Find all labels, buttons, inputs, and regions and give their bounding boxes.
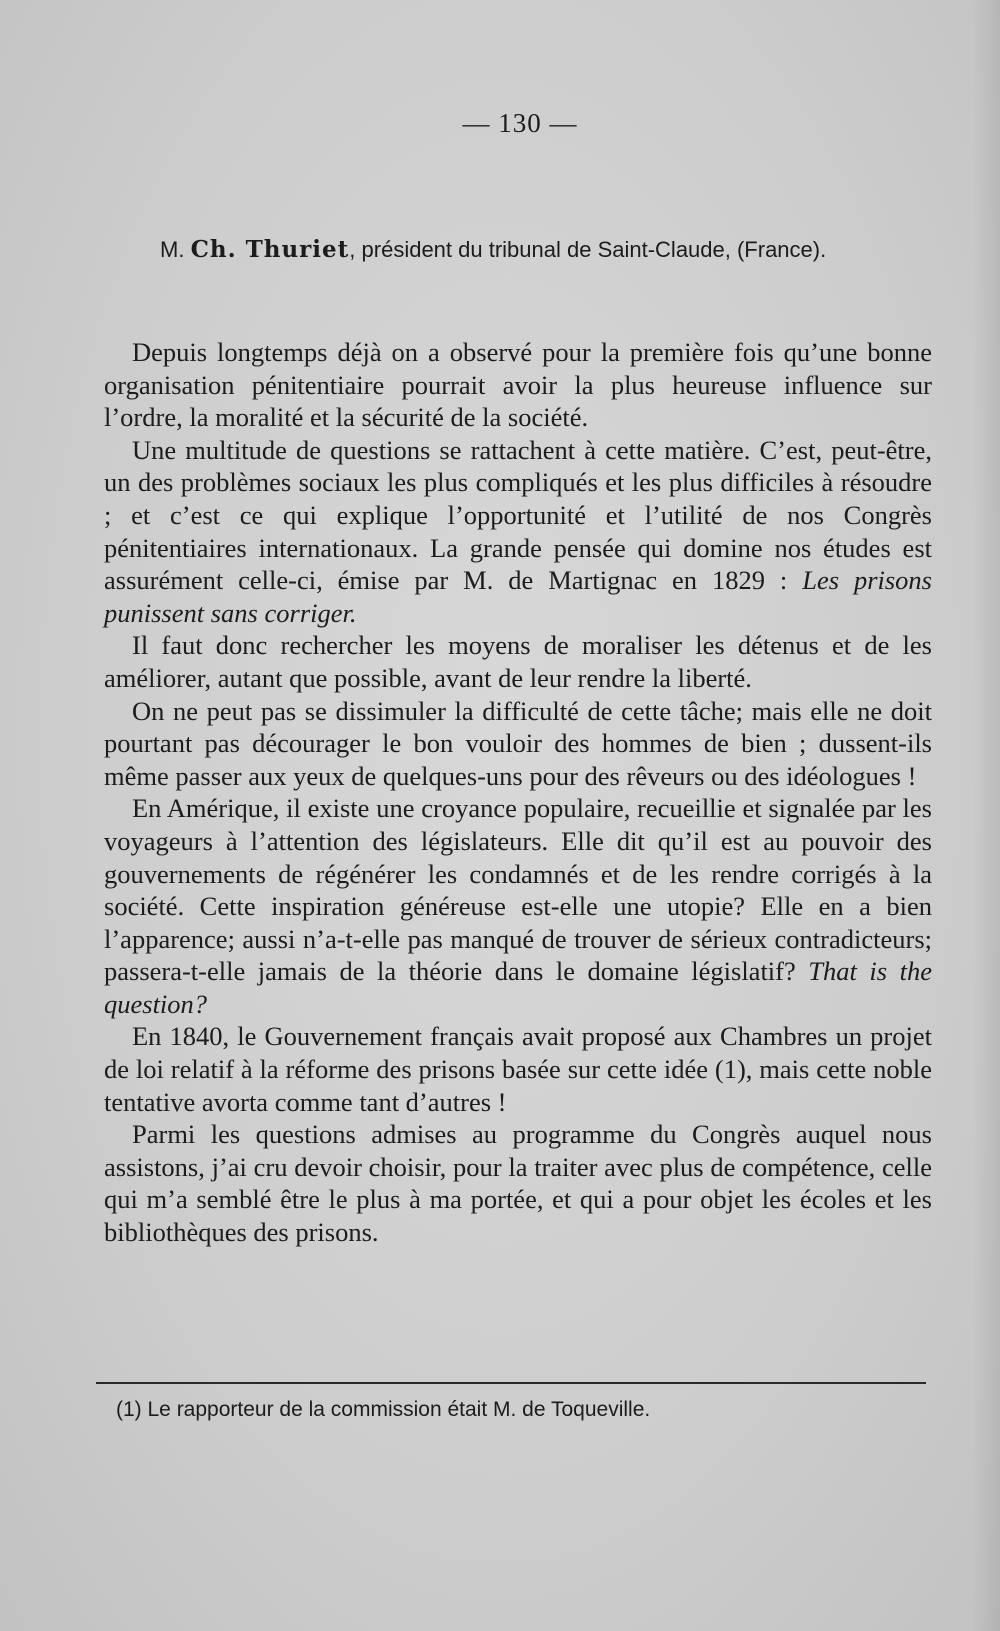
- paragraph-1: Depuis longtemps déjà on a observé pour la première fois qu’une bonne organisation pénitentiaire pourrait avoir la plus heureuse influence sur l’ordre, la moralité et la sécurité de la société.: [104, 337, 932, 433]
- paragraph-6: En 1840, le Gouvernement français avait proposé aux Chambres un projet de loi relatif à la réforme des prisons basée sur cette idée (1), mais cette noble tentative avorta comme tant d’autres !: [104, 1021, 932, 1117]
- page-number: — 130 —: [462, 108, 578, 138]
- footnote-rule: [96, 1382, 926, 1384]
- paragraph-2: [104, 434, 932, 630]
- author-line: [160, 236, 920, 263]
- author-role: , président du tribunal de Saint-Claude, (France).: [349, 237, 827, 262]
- footnote: (1) Le rapporteur de la commission était M. de Toqueville.: [116, 1398, 651, 1421]
- paragraph-3: Il faut donc rechercher les moyens de moraliser les détenus et de les améliorer, autant que possible, avant de leur rendre la liberté.: [104, 630, 932, 693]
- paragraph-4: On ne peut pas se dissimuler la difficulté de cette tâche; mais elle ne doit pourtant pas décourager le bon vouloir des hommes de bien ; dussent-ils même passer aux yeux de quelques-uns pour des rêveurs ou des idéologues !: [104, 695, 932, 791]
- body-text: [104, 336, 932, 1249]
- paragraph-2-quote: Les prisons punissent sans corriger.: [104, 565, 932, 628]
- paragraph-5-quote: That is the question?: [104, 956, 932, 1019]
- author-prefix: M.: [160, 237, 185, 262]
- author-name: Ch. Thuriet: [190, 236, 350, 263]
- page-edge-shadow: [972, 0, 1000, 1631]
- paragraph-5-text: En Amérique, il existe une croyance populaire, recueillie et signalée par les voyageurs à l’attention des législateurs. Elle dit qu’il est au pouvoir des gouvernements de régénérer les condamnés et de les rendre corrigés à la société. Cette inspiration généreuse est-elle une utopie? Elle en a bien l’apparence; aussi n’a-t-elle pas manqué de trouver de sérieux contradicteurs; passera-t-elle jamais de la théorie dans le domaine législatif?: [104, 793, 932, 987]
- paragraph-2-text: Une multitude de questions se rattachent à cette matière. C’est, peut-être, un des problèmes sociaux les plus compliqués et les plus difficiles à résoudre ; et c’est ce qui explique l’opportunité et l’utilité de nos Congrès pénitentiaires internationaux. La grande pensée qui domine nos études est assurément celle-ci, émise par M. de Martignac en 1829 :: [104, 434, 932, 596]
- paragraph-7: Parmi les questions admises au programme du Congrès auquel nous assistons, j’ai cru devoir choisir, pour la traiter avec plus de compétence, celle qui m’a semblé être le plus à ma portée, et qui a pour objet les écoles et les bibliothèques des prisons.: [104, 1119, 932, 1248]
- paragraph-5: [104, 792, 932, 1020]
